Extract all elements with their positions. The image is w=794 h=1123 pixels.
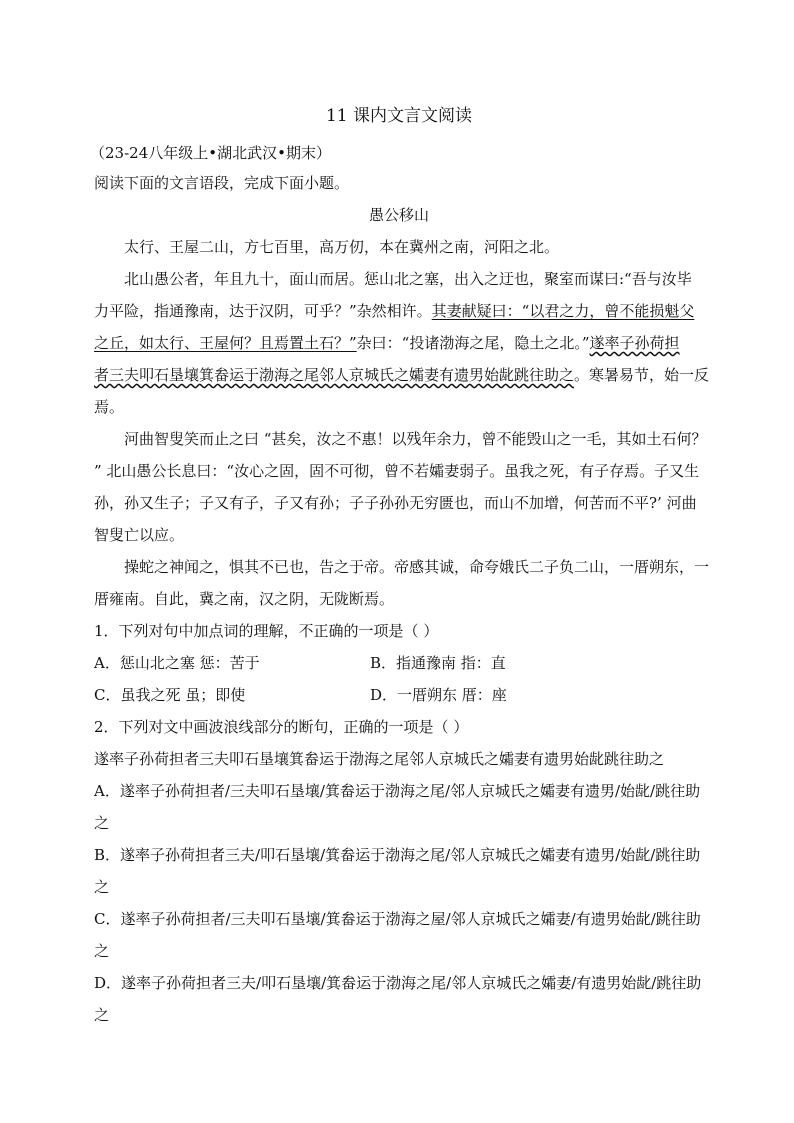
paragraph-2-line-5: 焉。 [94, 398, 125, 416]
question-2-stem: 2．下列对文中画波浪线部分的断句，正确的一项是（ ） [94, 718, 469, 736]
paragraph-3-line-3: 孙，孙又生子；子又有子，子又有孙；子子孙孙无穷匮也，而山不加增，何苦而不平?’ 河曲 [94, 494, 697, 512]
document-title: 11 课内文言文阅读 [325, 106, 473, 126]
paragraph-3-line-2: ” 北山愚公长息曰：“汝心之固，固不可彻，曾不若孀妻弱子。虽我之死，有子存焉。子又生 [94, 462, 700, 480]
question-1-option-c: C．虽我之死 虽；即使 [94, 686, 246, 704]
wavy-underlined-text: 者三夫叩石垦壤箕畚运于渤海之尾邻人京城氏之孀妻有遗男始龀跳往助之 [94, 366, 575, 384]
question-2-option-d-cont: 之 [94, 1006, 110, 1024]
underlined-text: 之丘，如太行、王屋何？且焉置土石？” [94, 334, 357, 352]
question-1-option-a: A．惩山北之塞 惩：苦于 [94, 654, 260, 672]
question-2-option-c: C．遂率子孙荷担者/三夫叩石垦壤/箕畚运于渤海之屋/邻人京城氏之孀妻/有遗男始龀/跳往助 [94, 910, 701, 928]
question-2-quote: 遂率子孙荷担者三夫叩石垦壤箕畚运于渤海之尾邻人京城氏之孀妻有遗男始龀跳往助之 [94, 750, 665, 768]
question-1-stem: 1．下列对句中加点词的理解，不正确的一项是（ ） [94, 622, 439, 640]
passage-title: 愚公移山 [368, 206, 429, 224]
paragraph-4-line-1: 操蛇之神闻之，惧其不已也，告之于帝。帝感其诚，命夸娥氏二子负二山，一厝朔东，一 [124, 558, 710, 576]
paragraph-1: 太行、王屋二山，方七百里，高万仞，本在冀州之南，河阳之北。 [124, 238, 560, 256]
question-2-option-b: B．遂率子孙荷担者三夫/叩石垦壤/箕畚运于渤海之尾/邻人京城氏之孀妻有遗男/始龀/跳往助 [94, 846, 701, 864]
question-1-option-d: D．一厝朔东 厝：座 [370, 686, 507, 704]
source-label: （23-24八年级上•湖北武汉•期末） [90, 144, 331, 162]
question-1-option-b: B．指通豫南 指：直 [370, 654, 506, 672]
question-2-option-d: D．遂率子孙荷担者三夫/叩石垦壤/箕畚运于渤海之尾/邻人京城氏之孀妻/有遗男始龀/跳往助 [94, 974, 702, 992]
paragraph-3-line-4: 智叟亡以应。 [94, 526, 185, 544]
question-2-option-b-cont: 之 [94, 878, 110, 896]
paragraph-2-line-1: 北山愚公者，年且九十，面山而居。惩山北之塞，出入之迂也，聚室而谋曰:“吾与汝毕 [124, 270, 692, 288]
paragraph-4-line-2: 厝雍南。自此，冀之南，汉之阴，无陇断焉。 [94, 590, 395, 608]
question-2-option-c-cont: 之 [94, 942, 110, 960]
instruction-text: 阅读下面的文言语段，完成下面小题。 [94, 174, 350, 192]
wavy-underlined-text: 遂率子孙荷担 [589, 334, 680, 352]
paragraph-2-line-3: 之丘，如太行、王屋何？且焉置土石？”杂曰：“投诸渤海之尾，隐土之北。”遂率子孙荷担 [94, 334, 680, 352]
paragraph-2-line-2: 力平险，指通豫南，达于汉阴，可乎？”杂然相许。其妻献疑曰：“以君之力，曾不能损魁父 [94, 302, 695, 320]
paragraph-3-line-1: 河曲智叟笑而止之曰 “甚矣，汝之不惠！以残年余力，曾不能毁山之一毛，其如土石何？ [124, 430, 707, 448]
underlined-text: 其妻献疑曰：“以君之力，曾不能损魁父 [431, 302, 695, 320]
question-2-option-a: A．遂率子孙荷担者/三夫叩石垦壤/箕畚运于渤海之尾/邻人京城氏之孀妻有遗男/始龀/跳往助 [94, 782, 701, 800]
question-2-option-a-cont: 之 [94, 814, 110, 832]
paragraph-2-line-4: 者三夫叩石垦壤箕畚运于渤海之尾邻人京城氏之孀妻有遗男始龀跳往助之。寒暑易节，始一反 [94, 366, 710, 384]
